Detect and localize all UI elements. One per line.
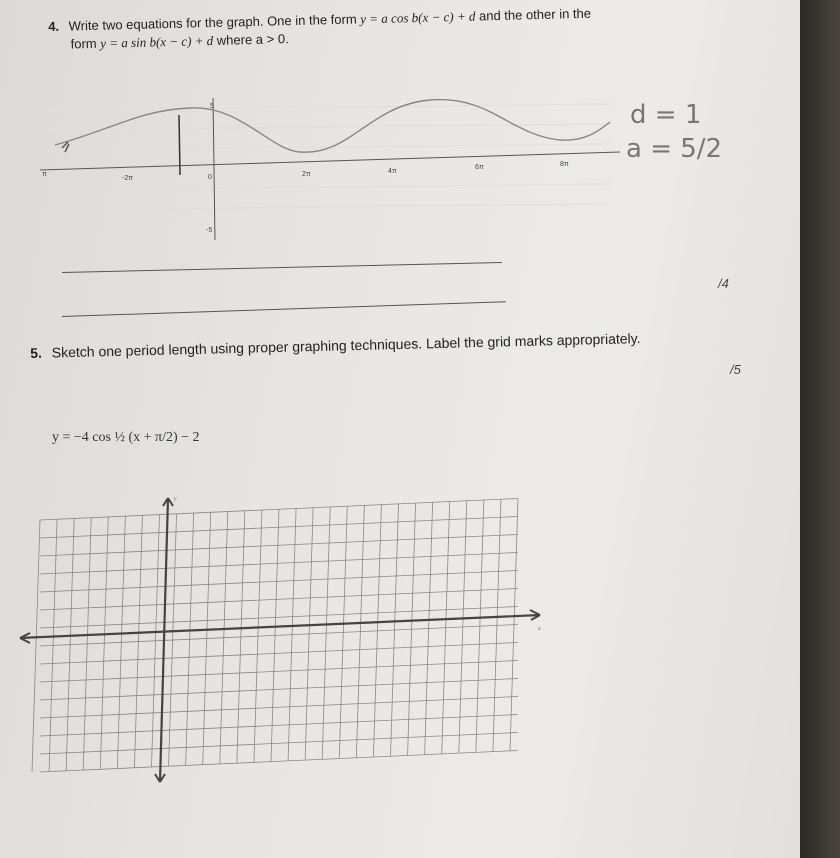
graph-grid xyxy=(40,104,610,210)
question-4-text-tail: and the other in the xyxy=(478,5,592,24)
grid-horizontal-line xyxy=(40,534,518,556)
y-tick-label: 5 xyxy=(210,103,214,110)
grid-horizontal-line xyxy=(40,660,518,682)
question-4-condition: where a > 0. xyxy=(216,31,289,48)
x-tick-label: 0 xyxy=(208,174,212,181)
grid-horizontal-line xyxy=(40,750,518,772)
grid-x-axis-label: x xyxy=(538,626,541,632)
cos-form-equation: y = a cos b(x − c) + d xyxy=(360,8,476,27)
grid-x-axis xyxy=(20,615,540,638)
y-axis xyxy=(213,98,215,240)
question-4-text: Write two equations for the graph. One in the form xyxy=(68,11,357,34)
y-tick-label: -5 xyxy=(206,227,213,234)
x-tick-label: 6π xyxy=(475,164,484,171)
question-5-text: Sketch one period length using proper graphing techniques. Label the grid marks appropriately. xyxy=(51,330,641,361)
x-tick-label: 4π xyxy=(388,168,397,175)
question-4-number: 4. xyxy=(48,18,60,34)
desk-background xyxy=(800,0,840,858)
grid-horizontal-line xyxy=(40,642,518,664)
handwritten-d-value: d = 1 xyxy=(630,100,702,130)
sketch-grid[interactable] xyxy=(10,490,570,790)
question-4-score: /4 xyxy=(718,276,729,291)
answer-line-2[interactable] xyxy=(62,301,506,317)
x-tick-label: -2π xyxy=(122,175,134,182)
sinusoid-graph xyxy=(40,90,620,250)
grid-vertical-line xyxy=(32,520,40,772)
handwritten-a-value: a = 5/2 xyxy=(626,134,723,164)
x-tick-label: π xyxy=(42,171,47,178)
x-axis xyxy=(40,152,620,170)
answer-line-1[interactable] xyxy=(62,262,502,273)
question-4 xyxy=(48,1,749,54)
grid-horizontal-line xyxy=(40,624,518,646)
period-marker xyxy=(179,115,180,175)
grid-horizontal-line xyxy=(40,714,518,736)
grid-horizontal-line xyxy=(40,678,518,700)
sin-form-equation: y = a sin b(x − c) + d xyxy=(100,32,214,51)
grid-y-axis-label: y xyxy=(174,496,177,502)
x-tick-label: 8π xyxy=(560,161,569,168)
question-5-equation: y = −4 cos ½ (x + π/2) − 2 xyxy=(52,430,200,445)
grid-horizontal-line xyxy=(40,696,518,718)
grid-horizontal-line xyxy=(40,552,518,574)
grid-horizontal-line xyxy=(40,570,518,592)
sinusoid-curve xyxy=(55,100,610,153)
x-tick-label: 2π xyxy=(302,171,311,178)
question-4-form-label: form xyxy=(70,35,97,52)
question-5-score: /5 xyxy=(730,362,741,377)
pencil-mark xyxy=(62,142,69,152)
question-5-number: 5. xyxy=(30,344,43,361)
question-5 xyxy=(30,327,770,361)
grid-horizontal-line xyxy=(40,732,518,754)
